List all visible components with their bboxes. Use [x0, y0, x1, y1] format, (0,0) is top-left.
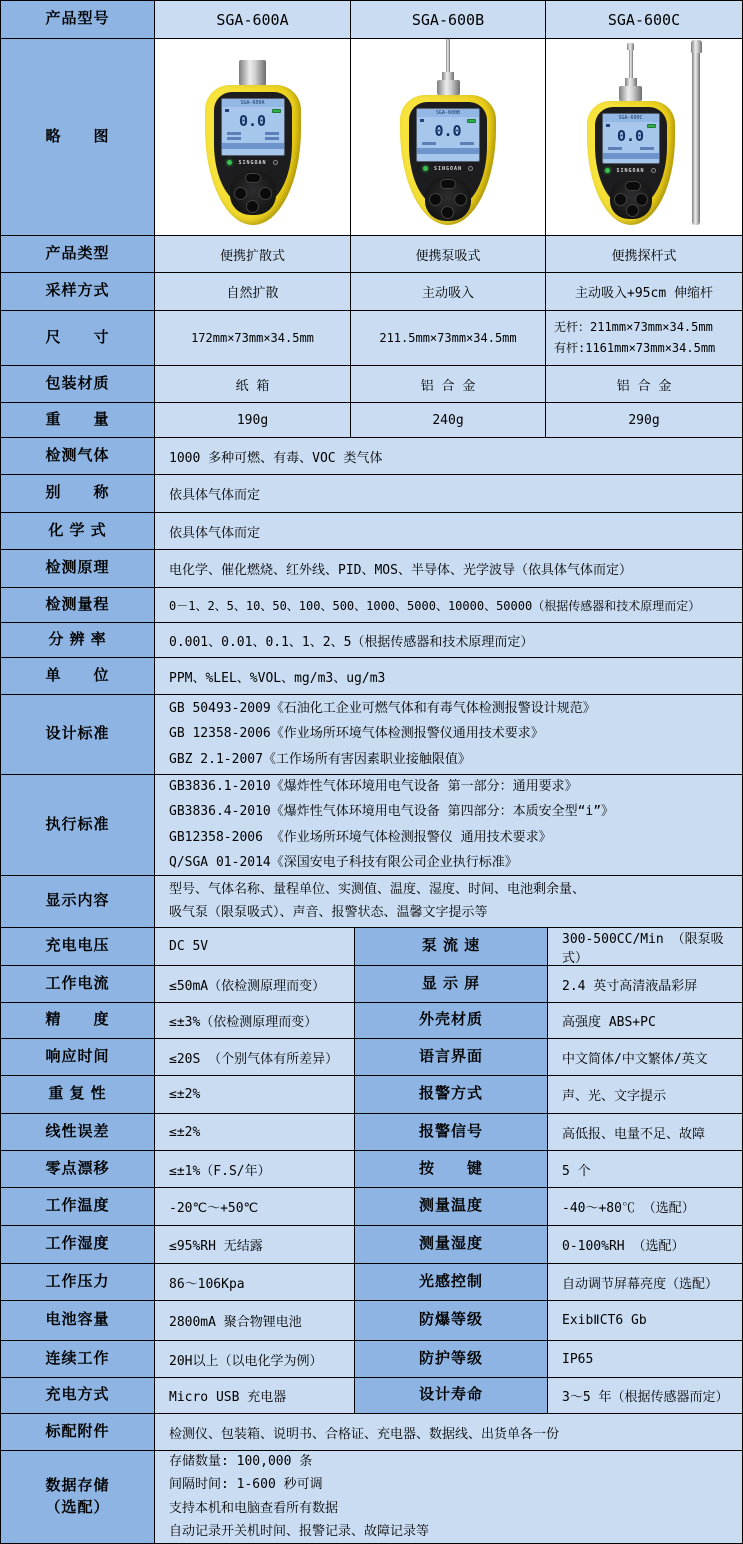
spec-label: 执行标准 [1, 775, 155, 876]
probe [446, 39, 450, 72]
row-detection-range [1, 588, 742, 623]
device-photo-sga600c [587, 43, 675, 225]
spec-label: 语言界面 [355, 1039, 548, 1076]
spec-label: 化 学 式 [1, 513, 155, 550]
storage-label-line: （选配） [45, 1499, 110, 1516]
screen-reading: 0.0 [238, 112, 267, 130]
spec-value: 172mm×73mm×34.5mm [155, 311, 351, 366]
row-sketch [1, 39, 742, 236]
sketch-cell-sga600a [155, 39, 351, 236]
row-working-temp-measure-temp [1, 1188, 742, 1226]
screen-time-bar [603, 153, 659, 159]
row-response-language [1, 1039, 742, 1076]
device-screen [221, 98, 285, 156]
enter-button [246, 200, 259, 213]
spec-value: 190g [155, 403, 351, 438]
row-data-storage [1, 1451, 742, 1543]
spec-value [155, 1451, 742, 1543]
spec-value [155, 695, 742, 775]
sensor-cap [619, 86, 642, 101]
status-led [605, 168, 610, 173]
spec-value: 依具体气体而定 [155, 475, 742, 513]
enter-button [441, 206, 454, 219]
standard-line: GB3836.4-2010《爆炸性气体环境用电气设备 第四部分：本质安全型“i”》 [169, 804, 615, 820]
spec-value: 声、光、文字提示 [548, 1076, 742, 1114]
spec-label: 单 位 [1, 658, 155, 695]
spec-value: ExibⅡCT6 Gb [548, 1301, 742, 1341]
device-screen [602, 113, 660, 164]
spec-value: ≤±3%（依检测原理而变） [155, 1003, 355, 1039]
row-execution-standards [1, 775, 742, 876]
telescopic-rod [691, 40, 702, 225]
display-line: 吸气泵（限泵吸式）、声音、报警状态、温馨文字提示等 [169, 904, 488, 920]
standard-line: GB 50493-2009《石油化工企业可燃气体和有毒气体检测报警设计规范》 [169, 701, 596, 717]
left-button [234, 187, 247, 200]
led-row [416, 162, 480, 175]
probe-tip [627, 43, 634, 50]
spec-value: 高强度 ABS+PC [548, 1003, 742, 1039]
spec-label: 检测原理 [1, 550, 155, 588]
row-weight [1, 403, 742, 438]
probe-collar [442, 72, 454, 80]
speaker-icon [606, 124, 610, 127]
row-working-current-display [1, 966, 742, 1003]
spec-label: 产品类型 [1, 236, 155, 273]
row-chemical-formula [1, 513, 742, 550]
model-name-sga600b: SGA-600B [351, 1, 546, 39]
spec-value: 中文简体/中文繁体/英文 [548, 1039, 742, 1076]
screen-text-row [222, 137, 284, 140]
speaker-icon [420, 119, 424, 122]
device-body [587, 101, 675, 225]
standard-line: GB 12358-2006《作业场所环境气体检测报警仪通用技术要求》 [169, 726, 544, 742]
row-continuous-work-protection [1, 1341, 742, 1378]
spec-value: 290g [546, 403, 742, 438]
button-pad [230, 171, 276, 215]
spec-value: ≤95%RH 无结露 [155, 1226, 355, 1264]
spec-value: Micro USB 充电器 [155, 1378, 355, 1414]
row-zero-drift-buttons [1, 1151, 742, 1188]
spec-value: ≤±2% [155, 1114, 355, 1151]
battery-icon [467, 119, 476, 123]
device-panel [409, 102, 487, 208]
spec-label: 标配附件 [1, 1414, 155, 1451]
spec-label: 设计寿命 [355, 1378, 548, 1414]
spec-value: IP65 [548, 1341, 742, 1378]
spec-value: ≤±2% [155, 1076, 355, 1114]
spec-value: 铝 合 金 [546, 366, 742, 403]
standard-line: GB3836.1-2010《爆炸性气体环境用电气设备 第一部分：通用要求》 [169, 779, 578, 794]
row-detection-principle [1, 550, 742, 588]
spec-label: 充电方式 [1, 1378, 155, 1414]
spec-label: 工作温度 [1, 1188, 155, 1226]
spec-value: 86～106Kpa [155, 1264, 355, 1301]
display-line: 型号、气体名称、量程单位、实测值、温度、湿度、时间、电池剩余量、 [169, 882, 586, 898]
right-button [259, 187, 272, 200]
spec-label: 零点漂移 [1, 1151, 155, 1188]
spec-label: 产品型号 [1, 1, 155, 39]
device-body [205, 85, 301, 225]
probe-collar [625, 78, 637, 86]
spec-label: 工作电流 [1, 966, 155, 1003]
led-row [602, 164, 660, 177]
menu-button [440, 179, 456, 189]
screen-reading: 0.0 [434, 122, 462, 140]
row-product-type [1, 236, 742, 273]
spec-value: 2800mA 聚合物锂电池 [155, 1301, 355, 1341]
standard-line: GB12358-2006 《作业场所环境气体检测报警仪 通用技术要求》 [169, 829, 552, 845]
screen-time-bar [222, 143, 284, 149]
standard-line: GBZ 2.1-2007《工作场所有害因素职业接触限值》 [169, 751, 471, 767]
row-pressure-light-control [1, 1264, 742, 1301]
probe [629, 50, 633, 78]
row-display-content [1, 876, 742, 928]
spec-value: 检测仪、包装箱、说明书、合格证、充电器、数据线、出货单各一份 [155, 1414, 742, 1451]
spec-label: 显示内容 [1, 876, 155, 928]
dimension-line: 有杆:1161mm×73mm×34.5mm [554, 341, 716, 355]
storage-line: 间隔时间: 1-600 秒可调 [169, 1477, 323, 1493]
model-name-sga600c: SGA-600C [546, 1, 742, 39]
spec-value: PPM、%LEL、%VOL、mg/m3、ug/m3 [155, 658, 742, 695]
screen-text-row [222, 132, 284, 135]
brand-label: SINGOAN [616, 167, 645, 174]
spec-value: 300-500CC/Min （限泵吸式） [548, 928, 742, 966]
power-icon [468, 166, 473, 171]
spec-label: 工作湿度 [1, 1226, 155, 1264]
spec-label: 精 度 [1, 1003, 155, 1039]
spec-label: 电池容量 [1, 1301, 155, 1341]
spec-label: 显 示 屏 [355, 966, 548, 1003]
spec-label: 重 复 性 [1, 1076, 155, 1114]
dimension-line: 无杆：211mm×73mm×34.5mm [554, 320, 713, 334]
status-led [423, 166, 428, 171]
rod-tip [691, 40, 702, 53]
storage-line: 自动记录开关机时间、报警记录、故障记录等 [169, 1523, 430, 1539]
spec-label: 报警方式 [355, 1076, 548, 1114]
spec-value: -40～+80℃ （选配） [548, 1188, 742, 1226]
spec-label: 略 图 [1, 39, 155, 236]
device-photo-sga600a [205, 60, 301, 225]
row-accuracy-shell [1, 1003, 742, 1039]
spec-value: ≤50mA（依检测原理而变） [155, 966, 355, 1003]
spec-value: 240g [351, 403, 546, 438]
spec-value: 自动调节屏幕亮度（选配） [548, 1264, 742, 1301]
sensor-cap [239, 60, 266, 85]
rod-shaft [692, 53, 700, 225]
left-button [614, 193, 627, 206]
spec-value: 5 个 [548, 1151, 742, 1188]
battery-icon [272, 109, 281, 113]
brand-label: SINGOAN [238, 159, 267, 166]
spec-label: 采样方式 [1, 273, 155, 311]
spec-label: 测量湿度 [355, 1226, 548, 1264]
sensor-cap [437, 80, 460, 95]
spec-label: 分 辨 率 [1, 623, 155, 658]
spec-value: 高低报、电量不足、故障 [548, 1114, 742, 1151]
row-charge-voltage-pump-flow [1, 928, 742, 966]
spec-label [1, 1451, 155, 1543]
device-panel [214, 92, 292, 206]
spec-label: 报警信号 [355, 1114, 548, 1151]
power-icon [651, 168, 656, 173]
spec-label: 检测量程 [1, 588, 155, 623]
model-name-sga600a: SGA-600A [155, 1, 351, 39]
spec-value [155, 775, 742, 876]
battery-icon [647, 124, 656, 128]
spec-label: 防爆等级 [355, 1301, 548, 1341]
row-units [1, 658, 742, 695]
spec-value: ≤20S （个别气体有所差异） [155, 1039, 355, 1076]
spec-value: 便携泵吸式 [351, 236, 546, 273]
spec-value: 主动吸入 [351, 273, 546, 311]
row-working-humidity-measure-humidity [1, 1226, 742, 1264]
storage-line: 支持本机和电脑查看所有数据 [169, 1500, 339, 1516]
spec-label: 设计标准 [1, 695, 155, 775]
device-panel [595, 107, 667, 208]
spec-label: 光感控制 [355, 1264, 548, 1301]
spec-value: 0－1、2、5、10、50、100、500、1000、5000、10000、50000（根据传感器和技术原理而定） [155, 588, 742, 623]
screen-text-row [603, 147, 659, 150]
right-button [635, 193, 648, 206]
device-photo-sga600b [400, 39, 496, 225]
spec-value: 211.5mm×73mm×34.5mm [351, 311, 546, 366]
storage-line: 存储数量: 100,000 条 [169, 1454, 313, 1469]
screen-time-bar [417, 148, 479, 154]
menu-button [245, 173, 261, 183]
spec-label: 工作压力 [1, 1264, 155, 1301]
device-body [400, 95, 496, 225]
brand-label: SINGOAN [433, 165, 463, 172]
spec-label: 按 键 [355, 1151, 548, 1188]
row-repeatability-alarm-mode [1, 1076, 742, 1114]
spec-value [155, 876, 742, 928]
spec-value: 铝 合 金 [351, 366, 546, 403]
row-alias [1, 475, 742, 513]
spec-value [546, 311, 742, 366]
spec-label: 线性误差 [1, 1114, 155, 1151]
spec-value: 依具体气体而定 [155, 513, 742, 550]
spec-value: 纸 箱 [155, 366, 351, 403]
spec-label: 别 称 [1, 475, 155, 513]
sketch-cell-sga600b [351, 39, 546, 236]
row-detected-gases [1, 438, 742, 475]
row-design-standards [1, 695, 742, 775]
row-dimensions [1, 311, 742, 366]
row-charging-method-design-life [1, 1378, 742, 1414]
screen-title: SGA-600A [222, 99, 284, 107]
spec-label: 泵 流 速 [355, 928, 548, 966]
power-icon [273, 160, 278, 165]
row-battery-explosion-proof [1, 1301, 742, 1341]
spec-value: 电化学、催化燃烧、红外线、PID、MOS、半导体、光学波导（依具体气体而定） [155, 550, 742, 588]
led-row [221, 156, 285, 169]
menu-button [625, 181, 641, 191]
row-sampling-method [1, 273, 742, 311]
button-pad [425, 177, 471, 221]
storage-label-line: 数据存储 [45, 1476, 110, 1494]
spec-value: 便携探杆式 [546, 236, 742, 273]
enter-button [626, 204, 639, 217]
spec-value: -20℃～+50℃ [155, 1188, 355, 1226]
sketch-cell-sga600c [546, 39, 742, 236]
button-pad [610, 179, 652, 219]
spec-label: 检测气体 [1, 438, 155, 475]
row-resolution [1, 623, 742, 658]
right-button [454, 193, 467, 206]
spec-value: 便携扩散式 [155, 236, 351, 273]
spec-value: 0.001、0.01、0.1、1、2、5（根据传感器和技术原理而定） [155, 623, 742, 658]
spec-label: 重 量 [1, 403, 155, 438]
spec-label: 连续工作 [1, 1341, 155, 1378]
status-led [227, 160, 232, 165]
speaker-icon [225, 109, 229, 112]
spec-value: 主动吸入+95cm 伸缩杆 [546, 273, 742, 311]
spec-label: 外壳材质 [355, 1003, 548, 1039]
spec-value: 1000 多种可燃、有毒、VOC 类气体 [155, 438, 742, 475]
left-button [429, 193, 442, 206]
row-linearity-alarm-signal [1, 1114, 742, 1151]
spec-label: 充电电压 [1, 928, 155, 966]
screen-text-row [417, 142, 479, 145]
spec-value: 20H以上（以电化学为例） [155, 1341, 355, 1378]
row-standard-accessories [1, 1414, 742, 1451]
screen-title: SGA-600C [603, 114, 659, 122]
spec-value: 3～5 年（根据传感器而定） [548, 1378, 742, 1414]
spec-label: 尺 寸 [1, 311, 155, 366]
spec-value: 自然扩散 [155, 273, 351, 311]
screen-reading: 0.0 [616, 127, 645, 145]
standard-line: Q/SGA 01-2014《深国安电子科技有限公司企业执行标准》 [169, 854, 518, 870]
row-packaging [1, 366, 742, 403]
row-product-model [1, 1, 742, 39]
spec-value: 2.4 英寸高清液晶彩屏 [548, 966, 742, 1003]
spec-label: 防护等级 [355, 1341, 548, 1378]
screen-title: SGA-600B [417, 109, 479, 117]
spec-value: DC 5V [155, 928, 355, 966]
spec-label: 测量温度 [355, 1188, 548, 1226]
device-screen [416, 108, 480, 162]
spec-label: 响应时间 [1, 1039, 155, 1076]
spec-value: ≤±1%（F.S/年） [155, 1151, 355, 1188]
spec-label: 包装材质 [1, 366, 155, 403]
spec-value: 0-100%RH （选配） [548, 1226, 742, 1264]
